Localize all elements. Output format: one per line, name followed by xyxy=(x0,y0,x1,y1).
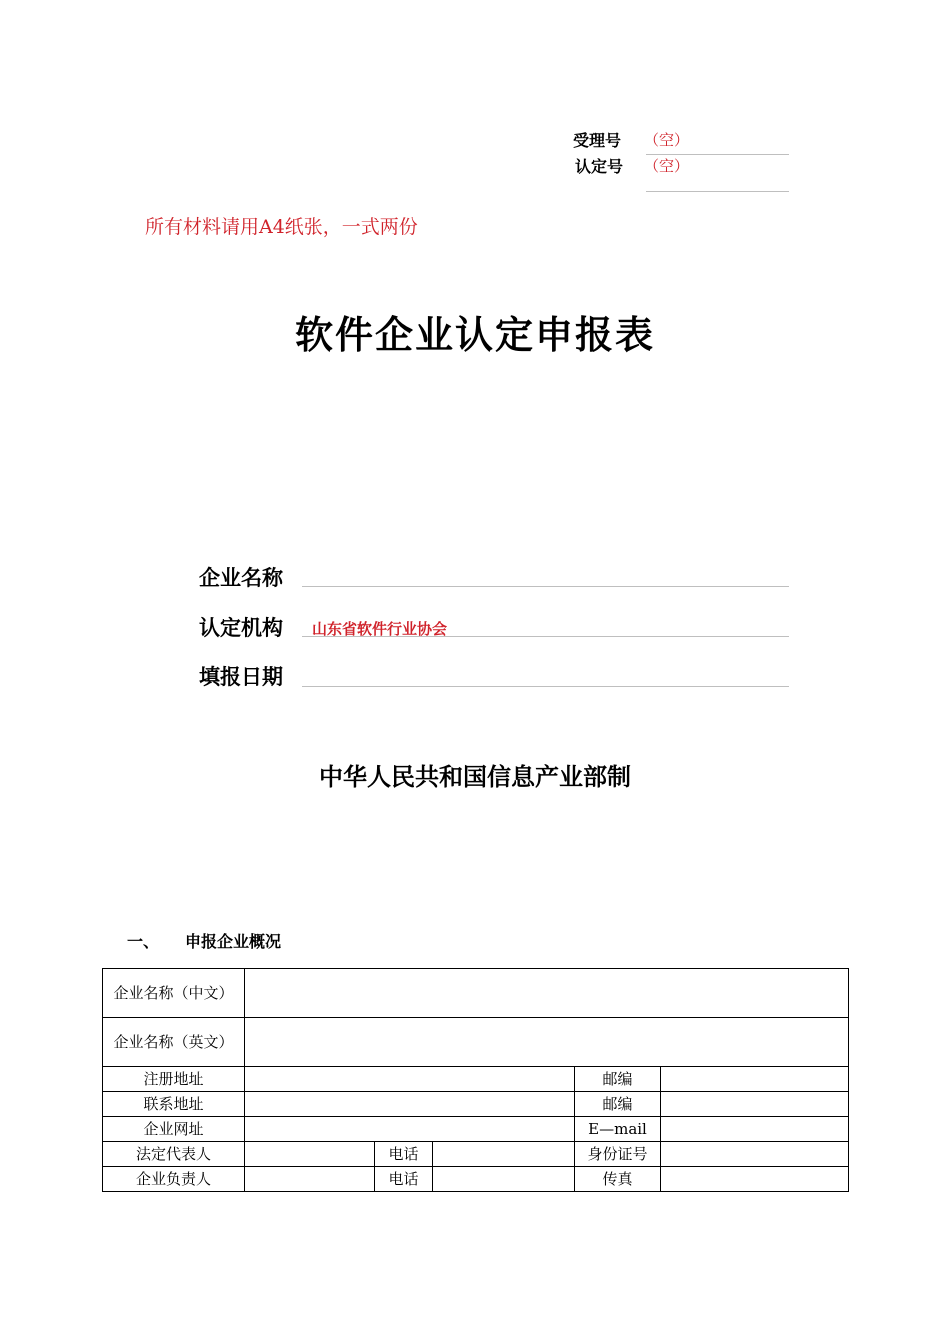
registered-address-input[interactable] xyxy=(245,1067,575,1092)
table-row xyxy=(103,1167,849,1192)
table-row xyxy=(103,1067,849,1092)
ministry-name: 中华人民共和国信息产业部制 xyxy=(319,763,631,791)
paper-size-note: 所有材料请用A4纸张，一式两份 xyxy=(145,216,418,238)
contact-address-label: 联系地址 xyxy=(103,1092,245,1117)
cert-org-underline xyxy=(302,636,789,637)
registered-postcode-input[interactable] xyxy=(661,1067,849,1092)
table-row xyxy=(103,969,849,1018)
fax-label: 传真 xyxy=(575,1167,661,1192)
certification-number-label: 认定号 xyxy=(575,157,624,176)
section-number: 一、 xyxy=(127,932,160,951)
table-row xyxy=(103,1142,849,1167)
page-title: 软件企业认定申报表 xyxy=(294,313,655,357)
fill-date-underline xyxy=(302,686,789,687)
manager-label: 企业负责人 xyxy=(103,1167,245,1192)
contact-postcode-input[interactable] xyxy=(661,1092,849,1117)
legal-rep-phone-input[interactable] xyxy=(433,1142,575,1167)
website-input[interactable] xyxy=(245,1117,575,1142)
company-name-label: 企业名称 xyxy=(199,566,283,590)
fill-date-label: 填报日期 xyxy=(199,665,283,689)
acceptance-number-value[interactable]: （空） xyxy=(644,131,690,149)
company-name-cn-label: 企业名称（中文） xyxy=(103,969,245,1018)
contact-postcode-label: 邮编 xyxy=(575,1092,661,1117)
certification-number-underline xyxy=(646,191,789,192)
company-name-underline xyxy=(302,586,789,587)
manager-phone-label: 电话 xyxy=(375,1167,433,1192)
table-row xyxy=(103,1018,849,1067)
manager-phone-input[interactable] xyxy=(433,1167,575,1192)
table-row xyxy=(103,1092,849,1117)
company-overview-table xyxy=(102,968,849,1192)
id-number-label: 身份证号 xyxy=(575,1142,661,1167)
registered-postcode-label: 邮编 xyxy=(575,1067,661,1092)
company-name-en-label: 企业名称（英文） xyxy=(103,1018,245,1067)
id-number-input[interactable] xyxy=(661,1142,849,1167)
contact-address-input[interactable] xyxy=(245,1092,575,1117)
email-label: E—mail xyxy=(575,1117,661,1142)
acceptance-number-label: 受理号 xyxy=(573,131,622,150)
legal-rep-input[interactable] xyxy=(245,1142,375,1167)
table-row xyxy=(103,1117,849,1142)
email-input[interactable] xyxy=(661,1117,849,1142)
fax-input[interactable] xyxy=(661,1167,849,1192)
company-name-en-input[interactable] xyxy=(245,1018,849,1067)
registered-address-label: 注册地址 xyxy=(103,1067,245,1092)
legal-rep-label: 法定代表人 xyxy=(103,1142,245,1167)
legal-rep-phone-label: 电话 xyxy=(375,1142,433,1167)
cert-org-label: 认定机构 xyxy=(199,616,283,640)
certification-number-value[interactable]: （空） xyxy=(644,157,690,175)
manager-input[interactable] xyxy=(245,1167,375,1192)
company-name-cn-input[interactable] xyxy=(245,969,849,1018)
website-label: 企业网址 xyxy=(103,1117,245,1142)
section-title: 申报企业概况 xyxy=(185,932,282,951)
cert-org-value[interactable]: 山东省软件行业协会 xyxy=(312,620,448,638)
